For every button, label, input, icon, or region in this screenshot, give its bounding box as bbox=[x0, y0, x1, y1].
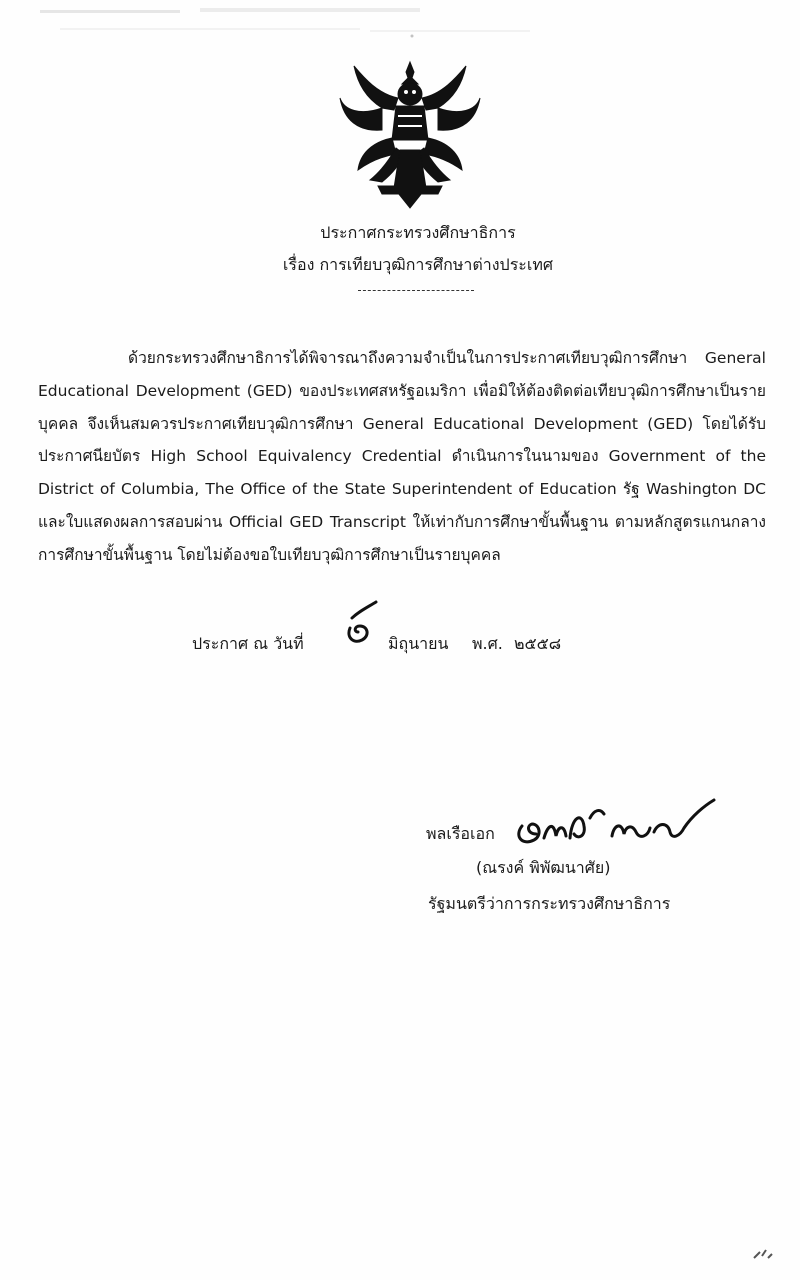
announcement-body: ด้วยกระทรวงศึกษาธิการได้พิจารณาถึงความจำเป็นในการประกาศเทียบวุฒิการศึกษา General Educational Development (GED) ของประเทศสหรัฐอเมริกา เพื่อมิให้ต้องติดต่อเทียบวุฒิการศึกษาเป็นรายบุคคล จึงเห็นสมควรประกาศเทียบวุฒิการศึกษา General Educational Development (GED) โดยได้รับประกาศนียบัตร High School Equivalency Credential ดำเนินการในนามของ Government of the District of Columbia, The Office of the State Superintendent of Education รัฐ Washington DC และใบแสดงผลการสอบผ่าน Official GED Transcript ให้เท่ากับการศึกษาขั้นพื้นฐาน ตามหลักสูตรแกนกลางการศึกษาขั้นพื้นฐาน โดยไม่ต้องขอใบเทียบวุฒิการศึกษาเป็นรายบุคคล bbox=[38, 349, 766, 564]
announcement-subject: เรื่อง การเทียบวุฒิการศึกษาต่างประเทศ bbox=[282, 255, 554, 274]
announcement-date bbox=[192, 628, 612, 660]
scan-artifact-corner bbox=[752, 1246, 776, 1262]
scan-artifact bbox=[40, 6, 560, 40]
signatory-position: รัฐมนตรีว่าการกระทรวงศึกษาธิการ bbox=[428, 894, 671, 913]
garuda-emblem-icon bbox=[338, 58, 482, 212]
announcement-heading: ประกาศกระทรวงศึกษาธิการ bbox=[320, 223, 516, 242]
date-month: มิถุนายน bbox=[388, 634, 449, 653]
signatory-name: (ณรงค์ พิพัฒนาศัย) bbox=[476, 858, 611, 877]
handwritten-signature bbox=[508, 796, 718, 852]
date-year: ๒๕๕๘ bbox=[514, 634, 562, 653]
handwritten-day-mark bbox=[336, 598, 384, 648]
date-era: พ.ศ. bbox=[472, 634, 503, 653]
signatory-rank: พลเรือเอก bbox=[426, 824, 495, 843]
date-prefix: ประกาศ ณ วันที่ bbox=[192, 634, 304, 653]
heading-divider bbox=[358, 290, 474, 291]
